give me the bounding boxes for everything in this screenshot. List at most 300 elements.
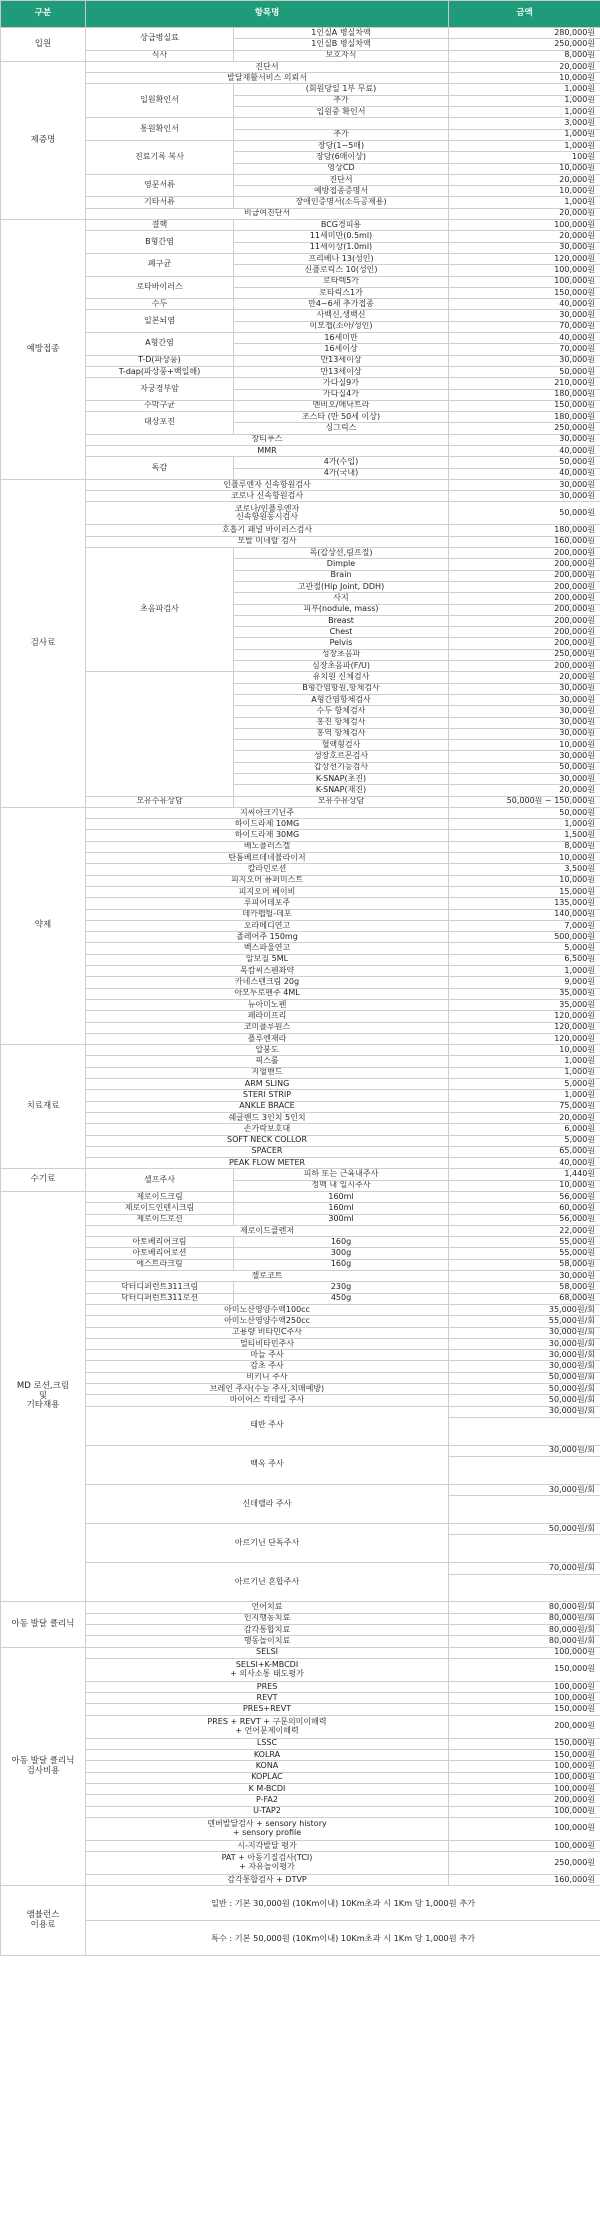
item-name-cell: 태반 주사 (86, 1406, 449, 1445)
item-detail-cell (449, 1417, 600, 1445)
price-cell: 100,000원 (449, 1647, 600, 1658)
table-row (1, 1338, 600, 1349)
item-name-cell: 백옥 주사 (86, 1445, 449, 1484)
item-name-cell: 코로나/인플루엔자 신속항원동시검사 (86, 502, 449, 525)
price-cell: 60,000원 (449, 1203, 600, 1214)
table-row (1, 1715, 600, 1738)
item-detail-cell: 4가(국내) (234, 468, 449, 479)
item-name-cell: 알보칠 5ML (86, 954, 449, 965)
item-name-cell: 통원확인서 (86, 118, 234, 141)
item-name-cell: 감초 주사 (86, 1361, 449, 1372)
item-name-cell: 폐구균 (86, 253, 234, 276)
table-row (1, 1169, 600, 1180)
item-name-cell: 수두 (86, 299, 234, 310)
header-price: 금액 (449, 1, 600, 28)
table-row (1, 1225, 600, 1236)
price-cell: 5,000원 (449, 943, 600, 954)
price-cell: 160,000원 (449, 536, 600, 547)
item-detail-cell (449, 1574, 600, 1602)
price-cell: 30,000원 (449, 717, 600, 728)
category-cell: 아동 발달 클리닉 검사비용 (1, 1647, 86, 1886)
price-cell: 70,000원/회 (449, 1563, 600, 1574)
price-cell: 50,000원 (449, 366, 600, 377)
price-cell: 65,000원 (449, 1146, 600, 1157)
table-row (1, 1647, 600, 1658)
price-cell: 120,000원 (449, 1033, 600, 1044)
item-name-cell: 비급여진단서 (86, 208, 449, 219)
table-row (1, 434, 600, 445)
table-row (1, 1203, 600, 1214)
price-cell: 200,000원 (449, 627, 600, 638)
item-detail-cell: 신플로릭스 10(성인) (234, 265, 449, 276)
item-detail-cell: Dimple (234, 559, 449, 570)
table-row (1, 864, 600, 875)
item-name-cell: 페라미프리 (86, 1011, 449, 1022)
table-row (1, 1146, 600, 1157)
price-cell: 3,000원 (449, 118, 600, 129)
price-cell: 20,000원 (449, 1112, 600, 1123)
item-name-cell: 셀프주사 (86, 1169, 234, 1192)
price-cell: 100,000원 (449, 1783, 600, 1794)
item-detail-cell: 추가 (234, 95, 449, 106)
item-detail-cell: Pelvis (234, 638, 449, 649)
table-row (1, 253, 600, 264)
item-name-cell: PRES+REVT (86, 1704, 449, 1715)
item-name-cell: MMR (86, 445, 449, 456)
table-row (1, 966, 600, 977)
table-row (1, 174, 600, 185)
item-name-cell: 대상포진 (86, 412, 234, 435)
price-cell: 8,000원 (449, 50, 600, 61)
table-row (1, 197, 600, 208)
table-row (1, 412, 600, 423)
price-cell: 30,000원/회 (449, 1406, 600, 1417)
price-cell: 50,000원 (449, 762, 600, 773)
price-cell: 68,000원 (449, 1293, 600, 1304)
price-cell: 200,000원 (449, 548, 600, 559)
item-name-cell: 쉐글밴드 3인치 5인치 (86, 1112, 449, 1123)
price-cell: 210,000원 (449, 378, 600, 389)
price-cell: 56,000원 (449, 1214, 600, 1225)
item-name-cell: 초음파검사 (86, 548, 234, 672)
price-cell: 1,000원 (449, 1090, 600, 1101)
table-row (1, 1101, 600, 1112)
table-row (1, 50, 600, 61)
table-row (1, 807, 600, 818)
item-name-cell (86, 672, 234, 796)
item-name-cell: 모발 미네랄 검사 (86, 536, 449, 547)
table-row (1, 954, 600, 965)
table-row (1, 457, 600, 468)
price-cell: 30,000원 (449, 694, 600, 705)
price-cell: 100,000원 (449, 1817, 600, 1840)
price-cell: 30,000원 (449, 683, 600, 694)
item-detail-cell: 싱그릭스 (234, 423, 449, 434)
item-detail-cell: 진단서 (234, 174, 449, 185)
item-detail-cell: 모유수유상담 (234, 796, 449, 807)
price-cell: 1,000원 (449, 819, 600, 830)
price-cell: 100,000원 (449, 1761, 600, 1772)
item-detail-cell: 11세미만(0.5ml) (234, 231, 449, 242)
item-name-cell: 브레인 주사(수능 주사,치매예방) (86, 1384, 449, 1395)
item-detail-cell: 피하 또는 근육내주사 (234, 1169, 449, 1180)
table-row (1, 898, 600, 909)
item-detail-cell: 사지 (234, 593, 449, 604)
item-name-cell: 젤로코트 (86, 1271, 449, 1282)
price-cell: 1,000원 (449, 1056, 600, 1067)
price-cell: 120,000원 (449, 1011, 600, 1022)
item-name-cell: 행동놀이치료 (86, 1636, 449, 1647)
item-name-cell: 입원확인서 (86, 84, 234, 118)
price-cell: 1,000원 (449, 140, 600, 151)
table-row (1, 1886, 600, 1921)
header-category: 구분 (1, 1, 86, 28)
price-cell: 30,000원 (449, 728, 600, 739)
price-cell: 6,000원 (449, 1124, 600, 1135)
item-detail-cell: 멘비오/메낙트라 (234, 400, 449, 411)
item-detail-cell: B형간염항원,항체검사 (234, 683, 449, 694)
item-name-cell: SPACER (86, 1146, 449, 1157)
price-cell: 80,000원/회 (449, 1625, 600, 1636)
item-name-cell: 일본뇌염 (86, 310, 234, 333)
category-cell: 아동 발달 클리닉 (1, 1602, 86, 1647)
price-cell: 50,000원 (449, 502, 600, 525)
price-cell: 20,000원 (449, 231, 600, 242)
item-detail-cell (234, 118, 449, 129)
item-name-cell: 목캄씨스펜좌약 (86, 966, 449, 977)
table-row (1, 536, 600, 547)
item-detail-cell: 1인실A 병실차액 (234, 28, 449, 39)
item-name-cell: 비키니 주사 (86, 1372, 449, 1383)
item-detail-cell: Chest (234, 627, 449, 638)
table-row (1, 1625, 600, 1636)
item-detail-cell: 1인실B 병실차액 (234, 39, 449, 50)
price-cell: 40,000원 (449, 468, 600, 479)
price-cell: 56,000원 (449, 1191, 600, 1202)
item-name-cell: 졸레어주 150mg (86, 932, 449, 943)
price-cell: 40,000원 (449, 1158, 600, 1169)
table-row (1, 1636, 600, 1647)
table-row (1, 445, 600, 456)
price-cell: 200,000원 (449, 1715, 600, 1738)
item-detail-cell: 수두 항체검사 (234, 706, 449, 717)
table-row (1, 841, 600, 852)
item-name-cell: 피지오머 베이비 (86, 886, 449, 897)
price-cell: 50,000원 (449, 457, 600, 468)
price-cell: 50,000원/회 (449, 1384, 600, 1395)
table-row (1, 1817, 600, 1840)
item-detail-cell: 성장호르몬검사 (234, 751, 449, 762)
item-name-cell: 신데렐라 주사 (86, 1484, 449, 1523)
price-cell: 200,000원 (449, 559, 600, 570)
item-name-cell: 피지오머 퓨퍼미스트 (86, 875, 449, 886)
table-row (1, 1135, 600, 1146)
item-name-cell: 루피어데포주 (86, 898, 449, 909)
category-cell: 치료재료 (1, 1045, 86, 1169)
table-row (1, 1327, 600, 1338)
table-row (1, 1772, 600, 1783)
item-name-cell: 압붕도 (86, 1045, 449, 1056)
table-row (1, 1783, 600, 1794)
table-row (1, 943, 600, 954)
table-row (1, 1271, 600, 1282)
item-detail-cell: K-SNAP(초진) (234, 774, 449, 785)
price-cell: 500,000원 (449, 932, 600, 943)
table-row (1, 400, 600, 411)
item-detail-cell: 정맥 내 일시주사 (234, 1180, 449, 1191)
item-name-cell: 장티푸스 (86, 434, 449, 445)
item-detail-cell: 가다실9가 (234, 378, 449, 389)
item-detail-cell: 추가 (234, 129, 449, 140)
price-cell: 20,000원 (449, 785, 600, 796)
table-row (1, 1248, 600, 1259)
price-cell: 50,000원 (449, 807, 600, 818)
item-name-cell: 상급병실료 (86, 28, 234, 51)
item-detail-cell: 장당(1~5매) (234, 140, 449, 151)
price-cell: 6,500원 (449, 954, 600, 965)
price-cell: 9,000원 (449, 977, 600, 988)
price-cell: 10,000원 (449, 186, 600, 197)
category-cell: 제증명 (1, 61, 86, 219)
item-name-cell: 베노플러스겔 (86, 841, 449, 852)
price-cell: 150,000원 (449, 400, 600, 411)
price-cell: 80,000원/회 (449, 1636, 600, 1647)
price-cell: 1,000원 (449, 84, 600, 95)
table-row (1, 525, 600, 536)
category-cell: 예방접종 (1, 220, 86, 480)
table-row (1, 1316, 600, 1327)
table-row (1, 1613, 600, 1624)
item-detail-cell: 450g (234, 1293, 449, 1304)
table-row (1, 1293, 600, 1304)
price-cell: 30,000원/회 (449, 1338, 600, 1349)
item-name-cell: T-D(파상풍) (86, 355, 234, 366)
item-detail-cell: 160ml (234, 1203, 449, 1214)
item-detail-cell: 장애인증명서(소득공제용) (234, 197, 449, 208)
item-name-cell: A형간염 (86, 333, 234, 356)
price-cell: 30,000원/회 (449, 1327, 600, 1338)
price-cell: 200,000원 (449, 604, 600, 615)
item-detail-cell: 로타텍5가 (234, 276, 449, 287)
table-row (1, 1395, 600, 1406)
table-row (1, 1406, 600, 1417)
price-cell: 10,000원 (449, 853, 600, 864)
item-detail-cell: 160g (234, 1259, 449, 1270)
ambulance-fee-note: 특수 : 기본 50,000원 (10Km이내) 10Km초과 시 1Km 당 1,000원 추가 (86, 1921, 600, 1956)
item-detail-cell: K-SNAP(재진) (234, 785, 449, 796)
item-name-cell: 지혈밴드 (86, 1067, 449, 1078)
table-row (1, 1761, 600, 1772)
table-row (1, 1214, 600, 1225)
price-cell: 200,000원 (449, 593, 600, 604)
item-detail-cell: BCG경피용 (234, 220, 449, 231)
table-row (1, 61, 600, 72)
table-row (1, 1090, 600, 1101)
table-row (1, 1795, 600, 1806)
price-cell: 200,000원 (449, 581, 600, 592)
table-row (1, 1372, 600, 1383)
price-cell: 30,000원 (449, 355, 600, 366)
item-name-cell: 호흡기 패널 바이러스검사 (86, 525, 449, 536)
price-cell: 30,000원/회 (449, 1361, 600, 1372)
price-cell: 55,000원 (449, 1237, 600, 1248)
table-row (1, 1304, 600, 1315)
item-detail-cell: 영상CD (234, 163, 449, 174)
price-cell: 75,000원 (449, 1101, 600, 1112)
item-name-cell: 기타서류 (86, 197, 234, 208)
item-name-cell: B형간염 (86, 231, 234, 254)
item-name-cell: 제로이드크림 (86, 1191, 234, 1202)
price-cell: 200,000원 (449, 661, 600, 672)
price-cell: 35,000원 (449, 999, 600, 1010)
category-cell: 앰뷸런스 이용료 (1, 1886, 86, 1956)
table-row (1, 1259, 600, 1270)
item-name-cell: 아토베리어로션 (86, 1248, 234, 1259)
price-cell: 180,000원 (449, 412, 600, 423)
price-cell: 30,000원 (449, 1271, 600, 1282)
item-detail-cell: 목(갑상선,림프절) (234, 548, 449, 559)
price-cell: 1,500원 (449, 830, 600, 841)
table-row (1, 378, 600, 389)
price-cell: 20,000원 (449, 174, 600, 185)
table-row (1, 208, 600, 219)
price-cell: 1,000원 (449, 966, 600, 977)
price-cell: 200,000원 (449, 638, 600, 649)
item-detail-cell: 11세이상(1.0ml) (234, 242, 449, 253)
price-cell: 58,000원 (449, 1259, 600, 1270)
item-name-cell: ARM SLING (86, 1079, 449, 1090)
category-cell: 입원 (1, 28, 86, 62)
price-cell: 250,000원 (449, 1852, 600, 1875)
price-cell: 150,000원 (449, 1704, 600, 1715)
item-name-cell: 하이드라제 30MG (86, 830, 449, 841)
price-cell: 1,000원 (449, 197, 600, 208)
price-cell: 120,000원 (449, 1022, 600, 1033)
price-cell: 100,000원 (449, 220, 600, 231)
item-name-cell: 코미플루원스 (86, 1022, 449, 1033)
table-row (1, 1693, 600, 1704)
item-detail-cell: 입원중 확인서 (234, 107, 449, 118)
price-cell: 1,000원 (449, 129, 600, 140)
item-name-cell: 마늘 주사 (86, 1350, 449, 1361)
price-cell: 100,000원 (449, 265, 600, 276)
item-name-cell: 인플루엔자 신속항원검사 (86, 479, 449, 490)
item-name-cell: 수막구균 (86, 400, 234, 411)
table-row (1, 1524, 600, 1535)
item-detail-cell: 160g (234, 1237, 449, 1248)
item-name-cell: 지씨아크기닌주 (86, 807, 449, 818)
item-detail-cell: A형간염항체검사 (234, 694, 449, 705)
price-cell: 22,000원 (449, 1225, 600, 1236)
price-cell: 30,000원/회 (449, 1484, 600, 1495)
price-cell: 20,000원 (449, 208, 600, 219)
item-detail-cell: 가다실4가 (234, 389, 449, 400)
price-cell: 100,000원 (449, 1681, 600, 1692)
price-cell: 30,000원/회 (449, 1350, 600, 1361)
table-row (1, 1011, 600, 1022)
table-row (1, 1079, 600, 1090)
table-row (1, 819, 600, 830)
item-name-cell: 발달재활서비스 의뢰서 (86, 73, 449, 84)
table-row (1, 1124, 600, 1135)
item-detail-cell: 심장초음파(F/U) (234, 661, 449, 672)
category-cell: 약제 (1, 807, 86, 1044)
item-detail-cell: 300g (234, 1248, 449, 1259)
item-detail-cell: 프리베나 13(성인) (234, 253, 449, 264)
item-name-cell: 진료기록 복사 (86, 140, 234, 174)
item-name-cell: 아르기닌 단독주사 (86, 1524, 449, 1563)
table-row (1, 333, 600, 344)
item-name-cell: 로타바이러스 (86, 276, 234, 299)
item-name-cell: 오라메디연고 (86, 920, 449, 931)
item-detail-cell: (회원당일 1부 무료) (234, 84, 449, 95)
table-row (1, 1067, 600, 1078)
price-cell: 10,000원 (449, 740, 600, 751)
price-cell: 100,000원 (449, 1772, 600, 1783)
item-name-cell: PRES (86, 1681, 449, 1692)
price-cell: 20,000원 (449, 672, 600, 683)
item-name-cell: ANKLE BRACE (86, 1101, 449, 1112)
item-detail-cell: 홍진 항체검사 (234, 717, 449, 728)
price-cell: 150,000원 (449, 1750, 600, 1761)
item-name-cell: 멀티비타민주사 (86, 1338, 449, 1349)
price-cell: 180,000원 (449, 525, 600, 536)
item-name-cell: 아토베리어크림 (86, 1237, 234, 1248)
item-name-cell: 마이어스 칵테일 주사 (86, 1395, 449, 1406)
table-row (1, 796, 600, 807)
price-cell: 40,000원 (449, 299, 600, 310)
price-cell: 150,000원 (449, 1658, 600, 1681)
item-name-cell: 덴버발달검사 + sensory history + sensory profile (86, 1817, 449, 1840)
item-name-cell: 언어치료 (86, 1602, 449, 1613)
table-row (1, 920, 600, 931)
price-cell: 30,000원 (449, 774, 600, 785)
table-header (1, 1, 600, 28)
price-cell: 100원 (449, 152, 600, 163)
item-name-cell: 아미노산영양수액100cc (86, 1304, 449, 1315)
price-cell: 1,000원 (449, 107, 600, 118)
price-cell: 50,000원/회 (449, 1395, 600, 1406)
price-cell: 120,000원 (449, 253, 600, 264)
price-cell: 10,000원 (449, 1045, 600, 1056)
table-body (1, 28, 600, 1956)
price-cell: 70,000원 (449, 344, 600, 355)
price-cell: 7,000원 (449, 920, 600, 931)
price-cell: 80,000원/회 (449, 1613, 600, 1624)
price-cell: 250,000원 (449, 649, 600, 660)
table-row (1, 1921, 600, 1956)
item-name-cell: 칼라민로션 (86, 864, 449, 875)
price-cell: 30,000원/회 (449, 1445, 600, 1456)
table-row (1, 909, 600, 920)
table-row (1, 1022, 600, 1033)
item-name-cell: KOPLAC (86, 1772, 449, 1783)
table-row (1, 220, 600, 231)
price-cell: 5,000원 (449, 1135, 600, 1146)
item-detail-cell: 만13세이상 (234, 366, 449, 377)
table-row (1, 1875, 600, 1886)
table-row (1, 84, 600, 95)
price-cell: 30,000원 (449, 491, 600, 502)
item-name-cell: KOLRA (86, 1750, 449, 1761)
item-name-cell: 결핵 (86, 220, 234, 231)
item-detail-cell: 성장초음파 (234, 649, 449, 660)
table-row (1, 276, 600, 287)
price-cell: 180,000원 (449, 389, 600, 400)
price-cell: 140,000원 (449, 909, 600, 920)
price-cell: 40,000원 (449, 445, 600, 456)
price-cell: 20,000원 (449, 61, 600, 72)
